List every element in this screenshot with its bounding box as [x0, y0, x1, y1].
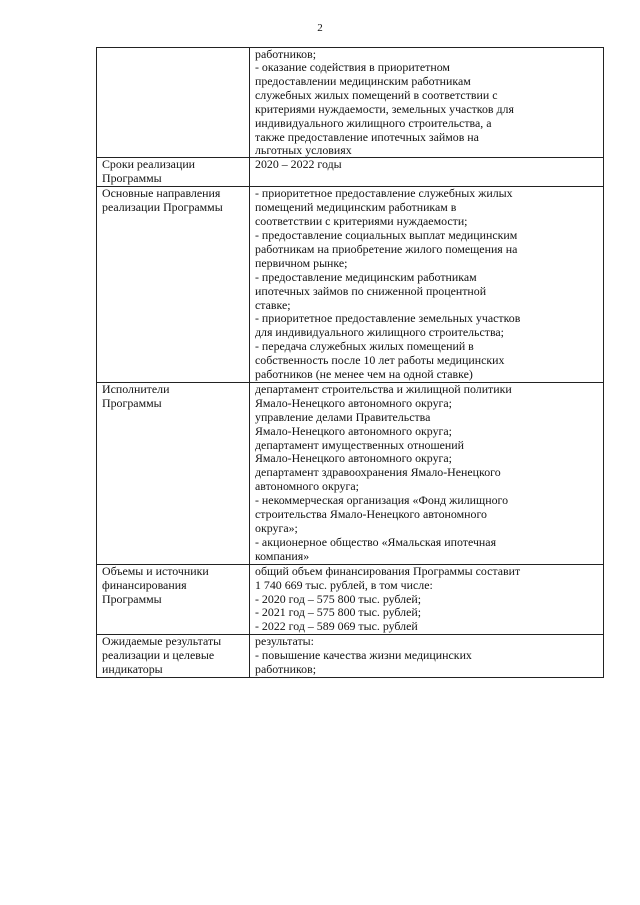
label-line: реализации и целевые [102, 648, 215, 663]
row-value-cell [250, 48, 604, 158]
row-value-cell [250, 635, 604, 678]
label-line: Программы [102, 591, 162, 606]
row-label-cell [97, 382, 250, 564]
page-number: 2 [317, 22, 323, 34]
label-line: Объемы и источники [102, 563, 209, 578]
value-line: департамент здравоохранения Ямало-Ненецкого [255, 465, 501, 480]
value-line: критериями нуждаемости, земельных участков для [255, 101, 514, 116]
program-passport-table [96, 47, 604, 678]
table-row-executors [97, 382, 604, 564]
value-line: также предоставление ипотечных займов на [255, 129, 479, 144]
label-line: Сроки реализации [102, 157, 196, 172]
value-line: автономного округа; [255, 479, 359, 494]
row-label-cell [97, 564, 250, 635]
value-line: 2020 – 2022 годы [255, 157, 342, 172]
value-line: - акционерное общество «Ямальская ипотечная [255, 534, 497, 549]
value-line: работников; [255, 48, 317, 61]
value-line: - 2021 год – 575 800 тыс. рублей; [255, 605, 422, 620]
row-value-cell [250, 158, 604, 187]
label-line: Основные направления [102, 186, 221, 201]
value-line: - приоритетное предоставление земельных участков [255, 311, 521, 326]
value-line: Ямало-Ненецкого автономного округа; [255, 423, 452, 438]
value-line: общий объем финансирования Программы составит [255, 563, 521, 578]
value-line: - передача служебных жилых помещений в [255, 339, 474, 354]
value-line: результаты: [255, 634, 314, 649]
value-line: работников; [255, 662, 317, 677]
value-line: - 2020 год – 575 800 тыс. рублей; [255, 591, 422, 606]
label-line: Ожидаемые результаты [102, 634, 222, 649]
value-line: 1 740 669 тыс. рублей, в том числе: [255, 577, 433, 592]
value-line: - некоммерческая организация «Фонд жилищного [255, 493, 509, 508]
row-label-cell [97, 158, 250, 187]
value-line: Ямало-Ненецкого автономного округа; [255, 451, 452, 466]
value-line: - предоставление медицинским работникам [255, 269, 477, 284]
value-line: работников (не менее чем на одной ставке) [255, 367, 473, 382]
value-line: индивидуального жилищного строительства, а [255, 115, 492, 130]
table-row-directions [97, 187, 604, 383]
row-value-cell [250, 187, 604, 383]
label-line: Исполнители [102, 381, 170, 396]
value-line: соответствии с критериями нуждаемости; [255, 214, 468, 229]
label-line: Программы [102, 395, 162, 410]
row-label-cell [97, 187, 250, 383]
label-line: индикаторы [102, 662, 163, 677]
table-row-funding [97, 564, 604, 635]
table-row-continuation [97, 48, 604, 158]
value-line: работникам на приобретение жилого помещения на [255, 241, 518, 256]
label-line: реализации Программы [102, 200, 223, 215]
value-line: - повышение качества жизни медицинских [255, 648, 472, 663]
value-line: - 2022 год – 589 069 тыс. рублей [255, 619, 418, 634]
value-line: - приоритетное предоставление служебных жилых [255, 186, 513, 201]
value-line: первичном рынке; [255, 255, 348, 270]
value-line: Ямало-Ненецкого автономного округа; [255, 395, 452, 410]
row-value-cell [250, 382, 604, 564]
value-line: округа»; [255, 521, 298, 535]
value-line: управление делами Правительства [255, 409, 431, 424]
value-line: - предоставление социальных выплат медицинским [255, 227, 518, 242]
value-line: льготных условиях [255, 144, 352, 158]
value-line: собственность после 10 лет работы медицинских [255, 353, 505, 368]
value-line: предоставлении медицинским работникам [255, 73, 471, 88]
value-line: - оказание содействия в приоритетном [255, 60, 450, 74]
value-line: ставке; [255, 297, 291, 312]
value-line: строительства Ямало-Ненецкого автономного [255, 507, 487, 522]
table-row-terms [97, 158, 604, 187]
value-line: департамент строительства и жилищной политики [255, 381, 512, 396]
table-row-results [97, 635, 604, 678]
value-line: компания» [255, 548, 310, 563]
value-line: департамент имущественных отношений [255, 437, 465, 452]
row-label-cell [97, 635, 250, 678]
row-label-cell [97, 48, 250, 158]
label-line: Программы [102, 171, 162, 186]
value-line: служебных жилых помещений в соответствии с [255, 87, 498, 102]
row-value-cell [250, 564, 604, 635]
value-line: ипотечных займов по сниженной процентной [255, 283, 487, 298]
value-line: для индивидуального жилищного строительства; [255, 325, 504, 340]
label-line: финансирования [102, 577, 187, 592]
value-line: помещений медицинским работникам в [255, 200, 457, 215]
